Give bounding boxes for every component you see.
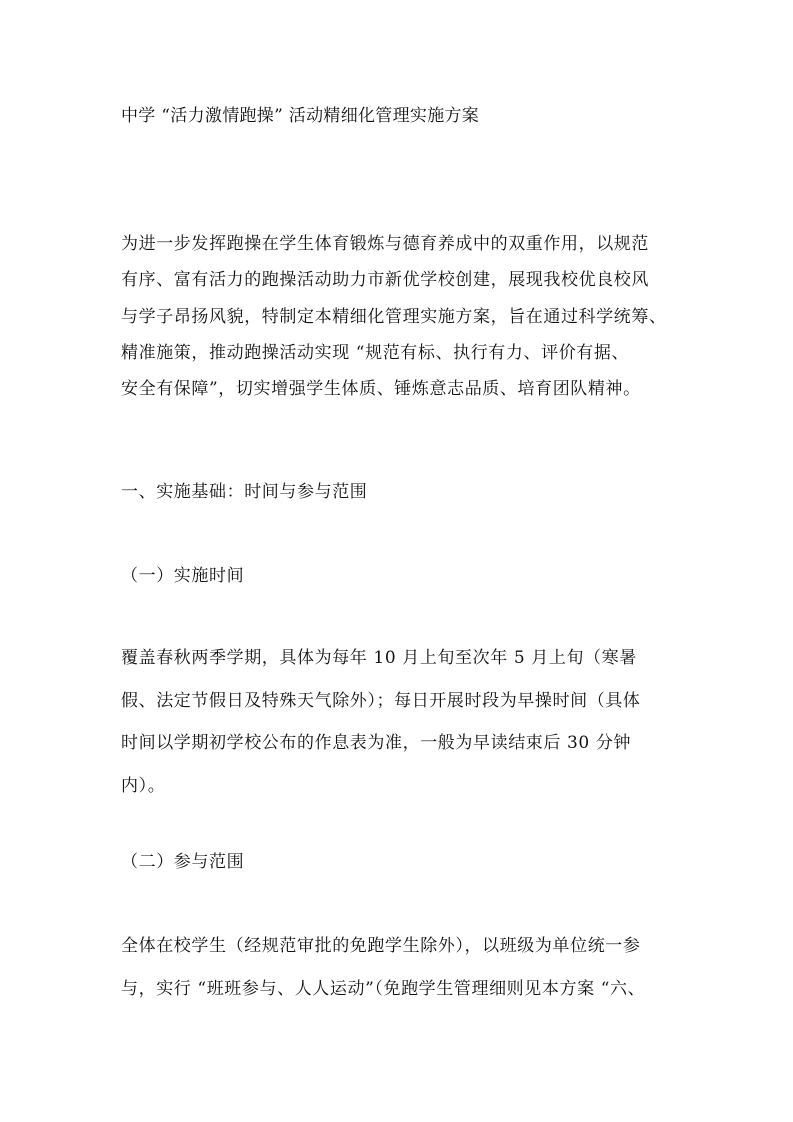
time-paragraph	[121, 637, 681, 807]
subsection-heading	[121, 558, 681, 594]
intro-paragraph	[121, 226, 681, 407]
scope-line: 与，实行 “班班参与、人人运动”（免跑学生管理细则见本方案 “六、	[121, 978, 646, 999]
intro-line: 与学子昂扬风貌，特制定本精细化管理实施方案，旨在通过科学统筹、	[121, 306, 667, 327]
intro-line: 安全有保障”，切实增强学生体质、锤炼意志品质、培育团队精神。	[121, 379, 641, 400]
time-line: 覆盖春秋两季学期，具体为每年 10 月上旬至次年 5 月上旬（寒暑	[121, 648, 637, 668]
scope-line: 全体在校学生（经规范审批的免跑学生除外），以班级为单位统一参	[121, 936, 641, 956]
section-heading	[121, 474, 681, 510]
intro-line: 精准施策，推动跑操活动实现 “规范有标、执行有力、评价有据、	[121, 342, 630, 363]
section-1-2-heading: （二）参与范围	[121, 852, 245, 872]
subsection-heading	[121, 844, 681, 880]
section-1-1-heading: （一）实施时间	[121, 566, 245, 586]
intro-line: 为进一步发挥跑操在学生体育锻炼与德育养成中的双重作用，以规范	[121, 234, 649, 254]
document-title: 中学 “活力激情跑操” 活动精细化管理实施方案	[121, 106, 480, 126]
scope-paragraph	[121, 925, 681, 1010]
time-line: 内）。	[121, 775, 166, 796]
section-1-heading: 一、实施基础：时间与参与范围	[121, 482, 368, 502]
time-line: 时间以学期初学校公布的作息表为准，一般为早读结束后 30 分钟	[121, 733, 632, 753]
time-line: 假、法定节假日及特殊天气除外）；每日开展时段为早操时间（具体	[121, 690, 641, 711]
intro-line: 有序、富有活力的跑操活动助力市新优学校创建，展现我校优良校风	[121, 270, 649, 291]
